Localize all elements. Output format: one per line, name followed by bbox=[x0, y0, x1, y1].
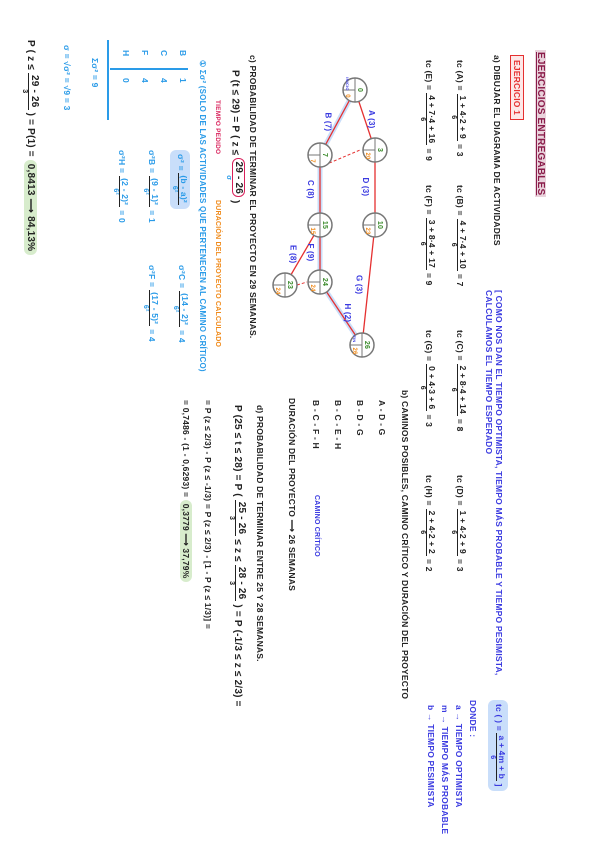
sum-variance: Σσ² = 9 bbox=[90, 58, 100, 88]
node-early-time: 7 bbox=[321, 152, 328, 158]
var-num: (2 - 2)² bbox=[120, 178, 130, 206]
time-fraction bbox=[419, 364, 437, 411]
formula-close: ] bbox=[493, 783, 504, 787]
node-early-time: 0 bbox=[356, 87, 363, 93]
vf-lhs: σ² = bbox=[175, 154, 186, 171]
activity-label: E (8) bbox=[288, 245, 298, 264]
d-l1-b: ) = P (-1/3 ≤ z ≤ 2/3) = bbox=[231, 604, 243, 707]
time-num: 3 + 8·4 + 17 bbox=[427, 219, 437, 268]
time-den: 6 bbox=[419, 117, 426, 122]
node-tag: FIN bbox=[352, 335, 357, 343]
time-num: 0 + 4·3 + 6 bbox=[427, 366, 437, 410]
table-variance: 0 bbox=[121, 78, 131, 83]
node-early-time: 3 bbox=[376, 147, 383, 153]
node-late-time: 24 bbox=[274, 287, 280, 295]
page-title: EJERCICIOS ENTREGABLES bbox=[535, 52, 546, 196]
activity-label: G (3) bbox=[354, 275, 364, 295]
path-3: B - C - E - H bbox=[333, 400, 343, 450]
d-d1: 3 bbox=[228, 516, 235, 521]
node-tag: INICIO bbox=[345, 77, 350, 91]
formula-num: a + 4m + b bbox=[497, 735, 507, 780]
time-num: 2 + 8·4 + 14 bbox=[458, 365, 468, 414]
c-result bbox=[21, 40, 40, 255]
c-eq-lhs: P (t ≤ 29) = P ( z ≤ bbox=[229, 70, 241, 156]
d-line-1 bbox=[228, 405, 247, 707]
time-lhs: tc (C) = bbox=[454, 330, 465, 361]
time-result: = 3 bbox=[454, 143, 465, 157]
activity-label: H (2) bbox=[343, 303, 352, 323]
time-den: 6 bbox=[450, 530, 457, 535]
time-den: 6 bbox=[419, 241, 426, 246]
table-activity: H bbox=[121, 50, 131, 57]
var-lhs: σ²C = bbox=[176, 265, 187, 289]
dummy-edge bbox=[297, 282, 307, 285]
donde-label: DONDE : bbox=[468, 700, 478, 738]
time-lhs: tc (G) = bbox=[423, 330, 434, 362]
section-a-note: [ COMO NOS DAN EL TIEMPO OPTIMISTA, TIEMPO MÁS PROBABLE Y TIEMPO PESIMISTA, CALCULAMOS EL TIEMPO ESPERADO bbox=[484, 290, 504, 676]
time-den: 6 bbox=[419, 385, 426, 390]
c-equation bbox=[225, 70, 245, 204]
table-divider-horizontal bbox=[108, 40, 110, 120]
time-num: 2 + 4·2 + 2 bbox=[427, 510, 437, 554]
time-result: = 8 bbox=[454, 418, 465, 432]
legend-m: m → TIEMPO MÁS PROBABLE bbox=[440, 705, 450, 835]
var-den: 6² bbox=[112, 188, 119, 195]
vf-den: 6² bbox=[171, 185, 178, 193]
var-lhs: σ²B = bbox=[146, 150, 157, 174]
expected-time-5 bbox=[419, 185, 437, 286]
section-b-heading: b) CAMINOS POSIBLES, CAMINO CRÍTICO Y DURACIÓN DEL PROYECTO bbox=[400, 390, 410, 700]
node-early-time: 10 bbox=[376, 220, 383, 230]
node-early-time: 24 bbox=[321, 277, 328, 287]
node-late-time: 20 bbox=[364, 152, 370, 160]
node-late-time: 15 bbox=[309, 227, 315, 235]
time-den: 6 bbox=[419, 530, 426, 535]
path-1: A - D - G bbox=[377, 400, 387, 436]
activity-label: C (8) bbox=[306, 180, 315, 199]
time-lhs: tc (E) = bbox=[423, 60, 434, 91]
c-result-value: 0,8413 ⟶ 84,13% bbox=[24, 160, 37, 255]
var-num: (17 - 5)² bbox=[150, 292, 160, 325]
time-lhs: tc (H) = bbox=[423, 475, 434, 506]
activity-label: F (9) bbox=[306, 243, 315, 262]
activity-edge bbox=[362, 225, 375, 345]
c-result-lhs: P ( z ≤ bbox=[24, 40, 36, 71]
d-n2: 28 - 26 bbox=[236, 566, 247, 600]
time-den: 6 bbox=[450, 115, 457, 120]
var-fraction bbox=[172, 291, 190, 327]
d-line-3 bbox=[180, 400, 191, 582]
tiempo-pedido-note: TIEMPO PEDIDO bbox=[214, 100, 221, 155]
time-lhs: tc (A) = bbox=[454, 60, 465, 91]
var-fraction bbox=[142, 290, 160, 326]
time-num: 4 + 7·4 + 16 bbox=[427, 95, 437, 144]
expected-time-1 bbox=[450, 185, 468, 287]
path-2: B - D - G bbox=[355, 400, 365, 436]
node-early-time: 26 bbox=[363, 340, 370, 350]
variance-1 bbox=[172, 265, 190, 343]
formula-lhs: tc ( ) = bbox=[493, 704, 504, 731]
step-1-label: ① Σσ² (SOLO DE LAS ACTIVIDADES QUE PERTENECEN AL CAMINO CRÍTICO) bbox=[198, 60, 207, 372]
table-variance: 4 bbox=[159, 78, 169, 83]
vf-num: (b - a)² bbox=[179, 175, 189, 203]
time-result: = 3 bbox=[423, 414, 434, 428]
time-den: 6 bbox=[450, 387, 457, 392]
variance-formula bbox=[170, 150, 190, 209]
duracion-calculada-note: DURACIÓN DEL PROYECTO CALCULADO bbox=[214, 200, 221, 348]
section-d-heading: d) PROBABILIDAD DE TERMINAR ENTRE 25 Y 28 SEMANAS. bbox=[255, 405, 265, 662]
node-early-time: 23 bbox=[286, 280, 293, 290]
var-lhs: σ²F = bbox=[146, 265, 157, 288]
var-lhs: σ²H = bbox=[116, 150, 127, 174]
var-num: (9 - 1)² bbox=[150, 178, 160, 206]
time-result: = 7 bbox=[454, 273, 465, 287]
d-line-2: = P (z ≤ 2/3) - P (z ≤ -1/3) = P (z ≤ 2/3) - [1 - P (z ≤ 1/3)] = bbox=[203, 400, 213, 629]
activity-label: D (3) bbox=[361, 177, 370, 197]
var-fraction bbox=[112, 176, 130, 207]
exercise-label: EJERCICIO 1 bbox=[510, 55, 524, 120]
var-den: 6² bbox=[142, 304, 149, 312]
section-a-heading: a) DIBUJAR EL DIAGRAMA DE ACTIVIDADES bbox=[492, 55, 502, 246]
expected-time-3 bbox=[450, 475, 468, 572]
legend-b: b → TIEMPO PESIMISTA bbox=[426, 705, 436, 808]
c-result-mid: ) = P(1) = bbox=[24, 112, 36, 157]
d-n1: 25 - 26 bbox=[236, 501, 247, 535]
table-variance: 4 bbox=[140, 78, 150, 83]
d-result: 0,3779 ⟶ 37,79% bbox=[180, 500, 192, 583]
table-activity: B bbox=[178, 50, 188, 57]
d-l3-a: = 0,7486 - (1 - 0,6293) = bbox=[181, 400, 191, 498]
formula-den: 6 bbox=[489, 755, 496, 760]
var-num: (14 - 2)² bbox=[180, 293, 190, 326]
time-fraction bbox=[450, 364, 468, 416]
time-num: 1 + 4·2 + 9 bbox=[458, 95, 468, 139]
c-eq-num: 29 - 26 bbox=[232, 158, 245, 197]
var-fraction bbox=[142, 176, 160, 207]
node-late-time: 23 bbox=[364, 227, 370, 235]
table-variance: 1 bbox=[178, 78, 188, 83]
var-result: = 0 bbox=[116, 210, 127, 223]
var-den: 6² bbox=[172, 305, 179, 313]
time-fraction bbox=[450, 94, 468, 141]
expected-time-0 bbox=[450, 60, 468, 157]
table-activity: F bbox=[140, 50, 150, 56]
critical-path-label: CAMINO CRÍTICO bbox=[313, 495, 320, 557]
activity-label: A (3) bbox=[367, 110, 376, 129]
d-l1-a: P (25 ≤ t ≤ 28) = P ( bbox=[231, 405, 243, 497]
time-fraction bbox=[450, 509, 468, 556]
time-lhs: tc (B) = bbox=[454, 185, 465, 216]
d-mid: ≤ z ≤ bbox=[231, 539, 243, 562]
variance-0 bbox=[142, 150, 160, 223]
node-late-time: 7 bbox=[309, 159, 315, 163]
time-num: 4 + 7·4 + 10 bbox=[458, 220, 468, 269]
var-den: 6² bbox=[142, 188, 149, 195]
expected-time-7 bbox=[419, 475, 437, 572]
d-d2: 3 bbox=[228, 581, 235, 586]
table-divider-vertical bbox=[110, 68, 188, 70]
activity-label: B (7) bbox=[323, 112, 333, 132]
time-fraction bbox=[450, 219, 468, 271]
c-eq-den: σ bbox=[225, 175, 232, 181]
sigma-value: σ = √σ² = √9 = 3 bbox=[62, 45, 72, 111]
time-fraction bbox=[419, 93, 437, 145]
var-result: = 1 bbox=[146, 210, 157, 223]
time-result: = 9 bbox=[423, 272, 434, 286]
expected-time-4 bbox=[419, 60, 437, 161]
time-num: 1 + 4·2 + 9 bbox=[458, 510, 468, 554]
node-late-time: 24 bbox=[309, 284, 315, 292]
time-result: = 2 bbox=[423, 558, 434, 572]
variance-2 bbox=[142, 265, 160, 342]
expected-time-6 bbox=[419, 330, 437, 427]
c-eq-close: ) bbox=[229, 199, 241, 204]
path-4: B - C - F - H bbox=[311, 400, 321, 449]
expected-time-formula bbox=[488, 700, 508, 791]
project-duration: DURACIÓN DEL PROYECTO ⟶ 26 SEMANAS bbox=[287, 398, 297, 591]
node-late-time: 26 bbox=[351, 347, 357, 355]
activity-network-diagram bbox=[270, 60, 400, 370]
node-early-time: 15 bbox=[321, 220, 328, 230]
legend-a: a → TIEMPO OPTIMISTA bbox=[454, 705, 464, 808]
var-result: = 4 bbox=[176, 330, 187, 343]
time-result: = 3 bbox=[454, 558, 465, 572]
table-activity: C bbox=[159, 50, 169, 57]
time-result: = 9 bbox=[423, 148, 434, 162]
c-result-den: 3 bbox=[21, 89, 28, 94]
time-fraction bbox=[419, 509, 437, 556]
time-lhs: tc (D) = bbox=[454, 475, 465, 506]
variance-3 bbox=[112, 150, 130, 223]
node-late-time: 0 bbox=[344, 94, 350, 98]
var-result: = 4 bbox=[146, 329, 157, 342]
section-c-heading: c) PROBABILIDAD DE TERMINAR EL PROYECTO EN 29 SEMANAS. bbox=[248, 55, 258, 339]
time-lhs: tc (F) = bbox=[423, 185, 434, 215]
time-fraction bbox=[419, 218, 437, 270]
expected-time-2 bbox=[450, 330, 468, 432]
time-den: 6 bbox=[450, 242, 457, 247]
c-result-num: 29 - 26 bbox=[29, 75, 40, 108]
